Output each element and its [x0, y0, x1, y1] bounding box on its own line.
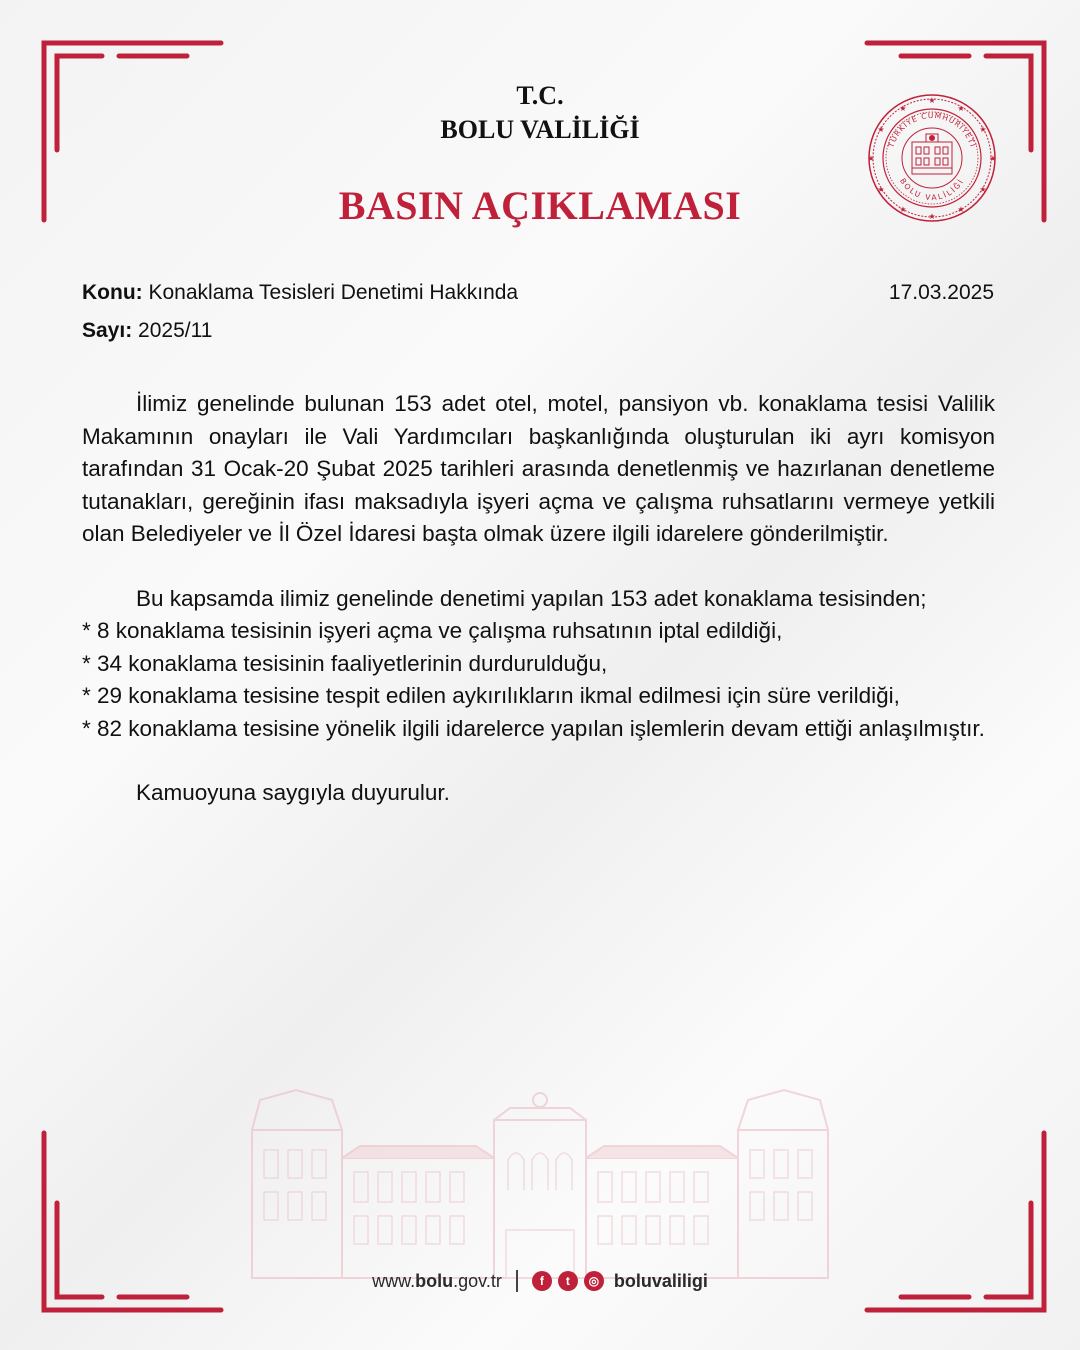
svg-text:★: ★ — [928, 212, 936, 221]
instagram-icon[interactable]: ◎ — [584, 1271, 604, 1291]
svg-text:★: ★ — [989, 154, 997, 163]
number-label: Sayı: — [82, 319, 133, 342]
svg-text:★: ★ — [877, 185, 885, 194]
paragraph-1: İlimiz genelinde bulunan 153 adet otel, motel, pansiyon vb. konaklama tesisi Valilik Makamının onayları ile Vali Yardımcıları başkanlığında oluşturulan iki ayrı komisyon tarafından 31 Ocak-20 Şubat 2025 tarihleri arasında denetlenmiş ve hazırlanan denetleme tutanakları, gereğinin ifası maksadıyla işyeri açma ve çalışma ruhsatlarını vermeye yetkili olan Belediyeler ve İl Özel İdaresi başta olmak üzere ilgili idarelere gönderilmiştir. — [82, 391, 995, 546]
list-item: * 8 konaklama tesisinin işyeri açma ve çalışma ruhsatının iptal edildiği, — [82, 618, 783, 643]
svg-text:★: ★ — [877, 125, 885, 134]
number-value: 2025/11 — [138, 319, 213, 342]
number-line — [82, 319, 212, 343]
svg-text:TÜRKİYE CUMHURİYETİ: TÜRKİYE CUMHURİYETİ — [886, 110, 978, 149]
svg-text:★: ★ — [899, 104, 907, 113]
list-item: * 34 konaklama tesisinin faaliyetlerinin durdurulduğu, — [82, 650, 608, 676]
website-link[interactable]: www.bolu.gov.tr — [372, 1270, 502, 1291]
header-governorship: BOLU VALİLİĞİ — [440, 115, 640, 144]
header-tc: T.C. — [516, 81, 564, 110]
svg-text:BOLU VALİLİĞİ: BOLU VALİLİĞİ — [898, 176, 966, 203]
subject-value: Konaklama Tesisleri Denetimi Hakkında — [148, 281, 519, 304]
twitter-icon[interactable]: t — [558, 1271, 578, 1291]
page-title: BASIN AÇIKLAMASI — [338, 183, 742, 228]
svg-text:★: ★ — [979, 125, 987, 134]
subject-label: Konu: — [82, 281, 143, 304]
list-item: * 82 konaklama tesisine yönelik ilgili idarelerce yapılan işlemlerin devam ettiği anlaşılmıştır. — [82, 715, 985, 741]
svg-text:★: ★ — [899, 205, 907, 214]
paragraph-2: Bu kapsamda ilimiz genelinde denetimi yapılan 153 adet konaklama tesisinden; — [136, 585, 927, 611]
governorship-seal-logo — [866, 92, 998, 224]
facebook-icon[interactable]: f — [532, 1271, 552, 1291]
svg-text:★: ★ — [867, 154, 875, 163]
building-watermark-illustration — [250, 1080, 830, 1280]
svg-text:★: ★ — [957, 104, 965, 113]
social-handle[interactable]: boluvaliligi — [613, 1270, 708, 1291]
footer-divider — [516, 1270, 518, 1292]
svg-text:★: ★ — [979, 185, 987, 194]
closing-line: Kamuoyuna saygıyla duyurulur. — [136, 780, 450, 805]
document-date: 17.03.2025 — [888, 281, 994, 304]
footer — [0, 1270, 1080, 1292]
list-item: * 29 konaklama tesisine tespit edilen aykırılıkların ikmal edilmesi için süre verildiği, — [82, 683, 900, 708]
svg-text:★: ★ — [928, 96, 936, 105]
svg-text:★: ★ — [957, 205, 965, 214]
document-body — [82, 388, 995, 810]
subject-line — [82, 281, 518, 305]
